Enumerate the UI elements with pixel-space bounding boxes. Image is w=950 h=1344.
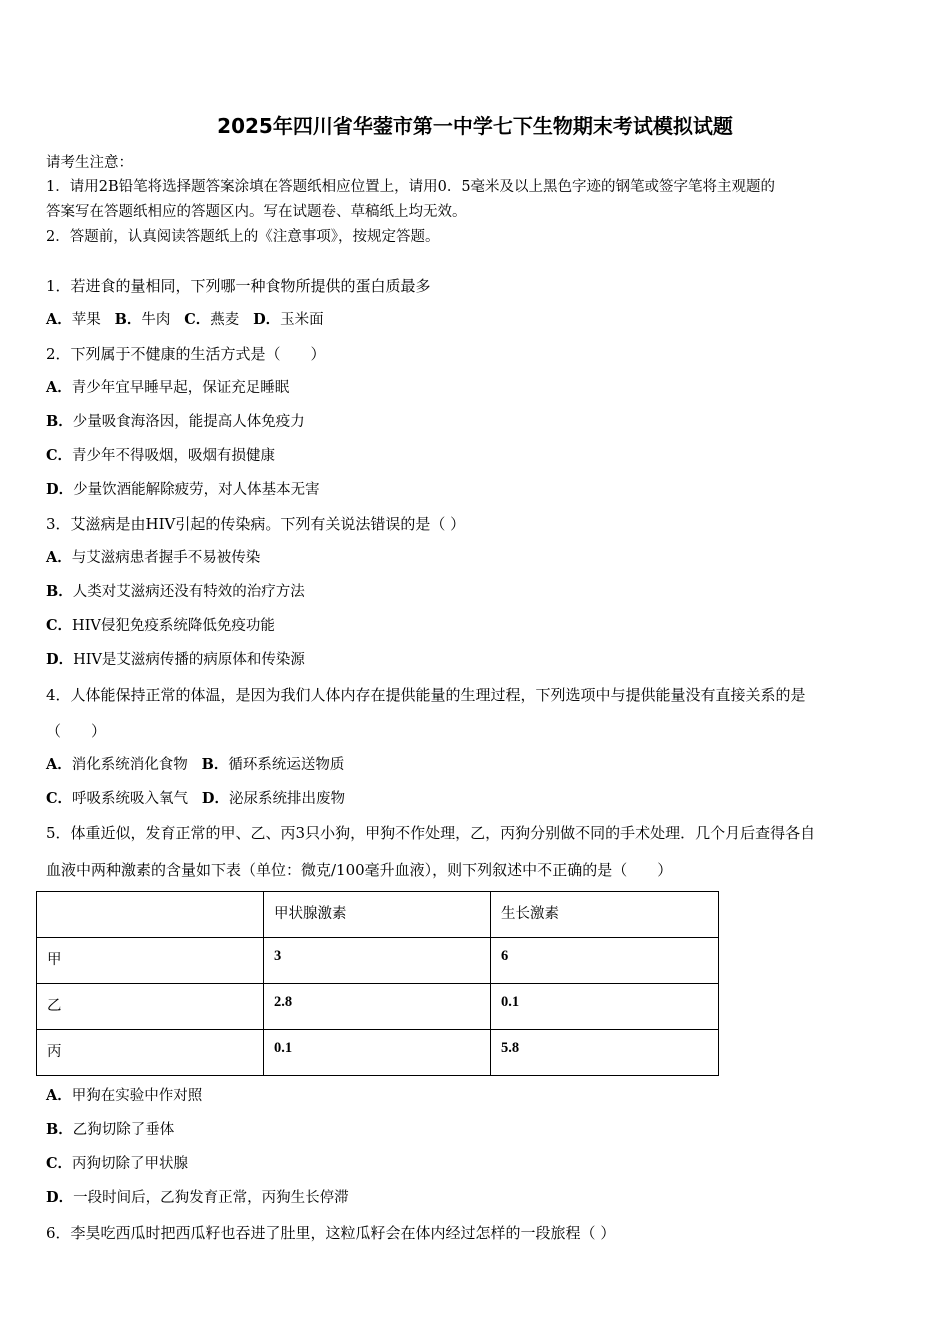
question-4-options-ab: A．消化系统消化食物 B．循环系统运送物质 <box>46 756 345 773</box>
question-5-stem-b: 血液中两种激素的含量如下表（单位：微克/100毫升血液），则下列叙述中不正确的是（ ） <box>46 861 673 879</box>
question-2-option-c: C．青少年不得吸烟，吸烟有损健康 <box>46 447 276 464</box>
question-2-stem: 2．下列属于不健康的生活方式是（ ） <box>46 345 326 363</box>
notice-line-2: 2．答题前，认真阅读答题纸上的《注意事项》，按规定答题。 <box>46 229 440 245</box>
table-cell: 0.1 <box>264 1030 491 1076</box>
notice-line-1b: 答案写在答题纸相应的答题区内。写在试题卷、草稿纸上均无效。 <box>46 204 467 220</box>
option-text: 燕麦 <box>210 312 240 328</box>
page-title: 2025年四川省华蓥市第一中学七下生物期末考试模拟试题 <box>217 114 733 138</box>
table-cell: 5.8 <box>491 1030 719 1076</box>
table-header-row <box>37 892 719 938</box>
question-1-stem: 1．若进食的量相同，下列哪一种食物所提供的蛋白质最多 <box>46 277 431 295</box>
table-cell: 乙 <box>37 984 264 1030</box>
option-text: 玉米面 <box>280 312 324 328</box>
question-5-stem-a: 5．体重近似，发育正常的甲、乙、丙3只小狗，甲狗不作处理，乙，丙狗分别做不同的手术处理．几个月后查得各自 <box>46 824 816 842</box>
table-row <box>37 984 719 1030</box>
option-text: 牛肉 <box>141 312 171 328</box>
question-5-option-c: C．丙狗切除了甲状腺 <box>46 1155 189 1172</box>
table-cell: 0.1 <box>491 984 719 1030</box>
question-2-option-d: D．少量饮酒能解除疲劳，对人体基本无害 <box>46 481 320 498</box>
hormone-table <box>36 891 719 1076</box>
table-cell: 2.8 <box>264 984 491 1030</box>
table-header-cell <box>37 892 264 938</box>
question-3-option-c: C．HIV侵犯免疫系统降低免疫功能 <box>46 617 275 634</box>
question-5-option-b: B．乙狗切除了垂体 <box>46 1121 175 1138</box>
table-cell: 3 <box>264 938 491 984</box>
table-cell: 甲 <box>37 938 264 984</box>
question-4-options-cd: C．呼吸系统吸入氧气 D．泌尿系统排出废物 <box>46 790 345 807</box>
table-row <box>37 1030 719 1076</box>
question-3-option-d: D．HIV是艾滋病传播的病原体和传染源 <box>46 651 305 668</box>
question-4-stem-b: （ ） <box>46 722 107 740</box>
question-6-stem: 6．李昊吃西瓜时把西瓜籽也吞进了肚里，这粒瓜籽会在体内经过怎样的一段旅程（ ） <box>46 1224 616 1242</box>
table-row <box>37 938 719 984</box>
question-5-option-a: A．甲狗在实验中作对照 <box>46 1087 203 1104</box>
table-header-cell: 甲状腺激素 <box>264 892 491 938</box>
option-label: A． <box>46 311 72 328</box>
question-3-option-b: B．人类对艾滋病还没有特效的治疗方法 <box>46 583 305 600</box>
question-2-option-b: B．少量吸食海洛因，能提高人体免疫力 <box>46 413 305 430</box>
question-3-option-a: A．与艾滋病患者握手不易被传染 <box>46 549 261 566</box>
option-text: 苹果 <box>71 312 101 328</box>
question-4-stem-a: 4．人体能保持正常的体温，是因为我们人体内存在提供能量的生理过程，下列选项中与提供能量没有直接关系的是 <box>46 686 806 704</box>
option-label: C． <box>184 311 211 328</box>
table-cell: 6 <box>491 938 719 984</box>
question-3-stem: 3．艾滋病是由HIV引起的传染病。下列有关说法错误的是（ ） <box>46 515 466 533</box>
question-2-option-a: A．青少年宜早睡早起，保证充足睡眠 <box>46 379 290 396</box>
option-label: B． <box>114 311 142 328</box>
option-label: D． <box>253 311 281 328</box>
question-1-options <box>46 309 324 331</box>
table-cell: 丙 <box>37 1030 264 1076</box>
table-header-cell: 生长激素 <box>491 892 719 938</box>
notice-heading: 请考生注意： <box>46 155 133 171</box>
question-5-option-d: D．一段时间后，乙狗发育正常，丙狗生长停滞 <box>46 1189 349 1206</box>
notice-line-1a: 1．请用2B铅笔将选择题答案涂填在答题纸相应位置上，请用0．5毫米及以上黑色字迹的钢笔或签字笔将主观题的 <box>46 179 776 195</box>
